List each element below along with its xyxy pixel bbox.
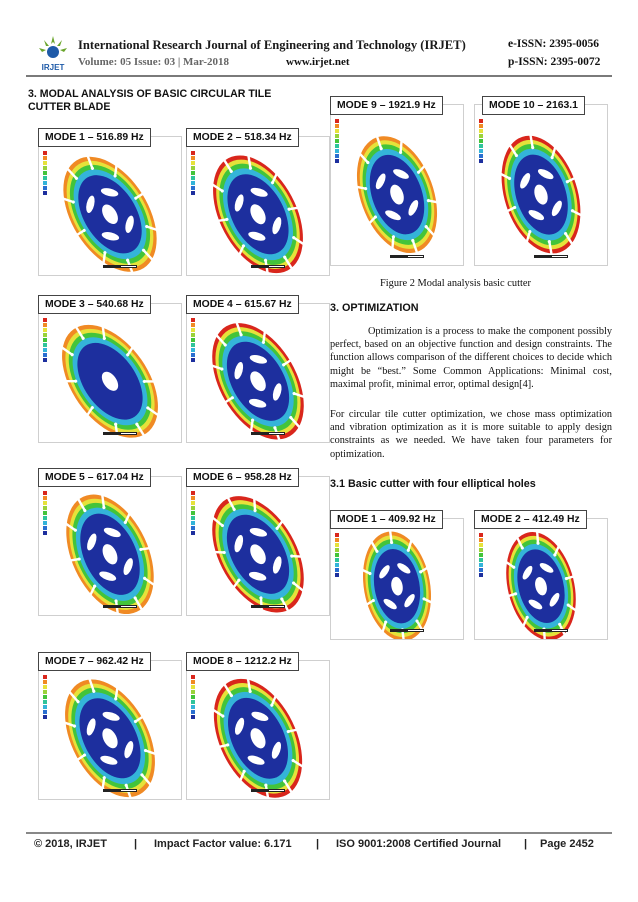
mode-shape-panel (330, 104, 464, 266)
legend-swatch (191, 710, 195, 714)
legend-swatch (335, 129, 339, 133)
legend-swatch (43, 690, 47, 694)
mode-label: MODE 10 – 2163.1 (482, 96, 585, 115)
contour-legend (335, 119, 369, 164)
legend-swatch (191, 496, 195, 500)
subsection-heading: 3.1 Basic cutter with four elliptical holes (330, 478, 536, 490)
legend-swatch (191, 318, 195, 322)
contour-legend (43, 151, 77, 196)
legend-swatch (43, 328, 47, 332)
mode-shape-panel (186, 303, 330, 443)
legend-swatch (43, 526, 47, 530)
legend-swatch (191, 348, 195, 352)
legend-swatch (191, 353, 195, 357)
legend-swatch (335, 159, 339, 163)
legend-swatch (191, 171, 195, 175)
legend-swatch (43, 700, 47, 704)
mode-shape-panel (38, 136, 182, 276)
scale-bar (103, 605, 137, 608)
contour-legend (191, 491, 225, 536)
legend-swatch (335, 573, 339, 577)
legend-swatch (479, 553, 483, 557)
footer-copyright: © 2018, IRJET (34, 838, 107, 850)
legend-swatch (43, 338, 47, 342)
legend-swatch (43, 685, 47, 689)
legend-swatch (479, 139, 483, 143)
contour-legend (479, 533, 513, 578)
optimization-paragraph-2: For circular tile cutter optimization, we chose mass optimization and vibration optimization as it is more suitable to apply design constraints as we needed. We have taken four parameters for optimization. (330, 409, 612, 460)
legend-swatch (191, 161, 195, 165)
website-link[interactable]: www.irjet.net (286, 56, 350, 68)
legend-swatch (43, 501, 47, 505)
e-issn: e-ISSN: 2395-0056 (508, 38, 600, 50)
legend-swatch (335, 568, 339, 572)
legend-swatch (191, 176, 195, 180)
legend-swatch (191, 506, 195, 510)
legend-swatch (479, 548, 483, 552)
footer-separator: | (316, 838, 320, 850)
legend-swatch (335, 558, 339, 562)
irjet-logo (36, 34, 70, 74)
contour-legend (191, 675, 225, 720)
contour-legend (335, 533, 369, 578)
legend-swatch (43, 348, 47, 352)
scale-bar (251, 789, 285, 792)
legend-swatch (191, 680, 195, 684)
footer-separator: | (134, 838, 138, 850)
legend-swatch (335, 154, 339, 158)
volume-issue: Volume: 05 Issue: 03 | Mar-2018 (78, 56, 230, 68)
journal-title: International Research Journal of Engineering and Technology (IRJET) (78, 38, 466, 52)
legend-swatch (479, 129, 483, 133)
footer-impact-factor: Impact Factor value: 6.171 (154, 838, 292, 850)
legend-swatch (43, 675, 47, 679)
legend-swatch (191, 675, 195, 679)
mode-shape-panel (474, 518, 608, 640)
legend-swatch (43, 161, 47, 165)
mode-label: MODE 4 – 615.67 Hz (186, 295, 299, 314)
mode-shape-panel (330, 518, 464, 640)
legend-swatch (43, 176, 47, 180)
optimization-paragraph-1: Optimization is a process to make the component possibly perfect, based on an objective function and design constraints. The function allows comparison of the different choices to decide which might be “best.” Some Common Applications: Minimal cost, maximal profit, minimal error, optimal design[4]. (330, 326, 612, 390)
legend-swatch (191, 531, 195, 535)
mode-label: MODE 7 – 962.42 Hz (38, 652, 151, 671)
legend-swatch (479, 124, 483, 128)
legend-swatch (335, 149, 339, 153)
legend-swatch (335, 533, 339, 537)
legend-swatch (43, 516, 47, 520)
legend-swatch (43, 186, 47, 190)
legend-swatch (191, 511, 195, 515)
legend-swatch (335, 134, 339, 138)
contour-legend (191, 151, 225, 196)
legend-swatch (335, 139, 339, 143)
scale-bar (534, 629, 568, 632)
legend-swatch (191, 685, 195, 689)
mode-shape-panel (38, 660, 182, 800)
contour-legend (479, 119, 513, 164)
scale-bar (103, 265, 137, 268)
legend-swatch (479, 558, 483, 562)
legend-swatch (191, 695, 195, 699)
section-3-heading-line2: CUTTER BLADE (28, 101, 111, 113)
legend-swatch (43, 531, 47, 535)
p-issn: p-ISSN: 2395-0072 (508, 56, 601, 68)
mode-label: MODE 1 – 409.92 Hz (330, 510, 443, 529)
optimization-heading: 3. OPTIMIZATION (330, 302, 419, 314)
legend-swatch (191, 501, 195, 505)
legend-swatch (191, 343, 195, 347)
legend-swatch (43, 715, 47, 719)
legend-swatch (43, 318, 47, 322)
legend-swatch (43, 705, 47, 709)
legend-swatch (191, 521, 195, 525)
mode-shape-panel (186, 476, 330, 616)
legend-swatch (335, 543, 339, 547)
mode-shape-panel (38, 303, 182, 443)
legend-swatch (479, 149, 483, 153)
legend-swatch (191, 156, 195, 160)
legend-swatch (335, 548, 339, 552)
section-3-heading-line1: 3. MODAL ANALYSIS OF BASIC CIRCULAR TILE (28, 88, 272, 100)
legend-swatch (191, 526, 195, 530)
legend-swatch (191, 700, 195, 704)
mode-label: MODE 2 – 518.34 Hz (186, 128, 299, 147)
mode-shape-panel (186, 660, 330, 800)
legend-swatch (191, 323, 195, 327)
mode-label: MODE 9 – 1921.9 Hz (330, 96, 443, 115)
legend-swatch (43, 506, 47, 510)
legend-swatch (191, 690, 195, 694)
legend-swatch (479, 568, 483, 572)
legend-swatch (479, 144, 483, 148)
mode-label: MODE 2 – 412.49 Hz (474, 510, 587, 529)
scale-bar (390, 255, 424, 258)
legend-swatch (43, 156, 47, 160)
legend-swatch (479, 134, 483, 138)
legend-swatch (479, 154, 483, 158)
scale-bar (251, 265, 285, 268)
legend-swatch (479, 563, 483, 567)
legend-swatch (335, 553, 339, 557)
header-rule (26, 75, 612, 77)
footer-page-number: Page 2452 (540, 838, 594, 850)
legend-swatch (43, 521, 47, 525)
legend-swatch (43, 171, 47, 175)
legend-swatch (191, 516, 195, 520)
mode-shape-panel (474, 104, 608, 266)
figure-caption: Figure 2 Modal analysis basic cutter (380, 278, 531, 289)
legend-swatch (43, 323, 47, 327)
legend-swatch (191, 166, 195, 170)
scale-bar (103, 789, 137, 792)
legend-swatch (191, 151, 195, 155)
mode-label: MODE 1 – 516.89 Hz (38, 128, 151, 147)
mode-label: MODE 8 – 1212.2 Hz (186, 652, 299, 671)
scale-bar (390, 629, 424, 632)
legend-swatch (479, 159, 483, 163)
legend-swatch (191, 338, 195, 342)
legend-swatch (43, 333, 47, 337)
footer-rule (26, 832, 612, 834)
legend-swatch (191, 333, 195, 337)
legend-swatch (43, 191, 47, 195)
legend-swatch (191, 186, 195, 190)
footer-separator: | (524, 838, 528, 850)
legend-swatch (191, 328, 195, 332)
legend-swatch (335, 124, 339, 128)
legend-swatch (43, 511, 47, 515)
legend-swatch (43, 343, 47, 347)
mode-label: MODE 6 – 958.28 Hz (186, 468, 299, 487)
legend-swatch (191, 705, 195, 709)
legend-swatch (479, 533, 483, 537)
contour-legend (43, 675, 77, 720)
section-3-heading (28, 88, 312, 114)
mode-label: MODE 3 – 540.68 Hz (38, 295, 151, 314)
legend-swatch (43, 353, 47, 357)
contour-legend (191, 318, 225, 363)
legend-swatch (43, 151, 47, 155)
scale-bar (251, 605, 285, 608)
legend-swatch (191, 491, 195, 495)
scale-bar (103, 432, 137, 435)
legend-swatch (191, 715, 195, 719)
legend-swatch (43, 166, 47, 170)
legend-swatch (43, 695, 47, 699)
legend-swatch (191, 358, 195, 362)
contour-legend (43, 491, 77, 536)
legend-swatch (43, 358, 47, 362)
legend-swatch (335, 119, 339, 123)
legend-swatch (479, 538, 483, 542)
legend-swatch (191, 181, 195, 185)
logo-text: IRJET (41, 63, 65, 72)
legend-swatch (43, 496, 47, 500)
legend-swatch (43, 181, 47, 185)
legend-swatch (43, 491, 47, 495)
legend-swatch (479, 119, 483, 123)
legend-swatch (43, 680, 47, 684)
legend-swatch (335, 563, 339, 567)
legend-swatch (479, 573, 483, 577)
scale-bar (534, 255, 568, 258)
mode-shape-panel (186, 136, 330, 276)
contour-legend (43, 318, 77, 363)
legend-swatch (479, 543, 483, 547)
mode-shape-panel (38, 476, 182, 616)
legend-swatch (335, 144, 339, 148)
scale-bar (251, 432, 285, 435)
legend-swatch (191, 191, 195, 195)
mode-label: MODE 5 – 617.04 Hz (38, 468, 151, 487)
footer-iso: ISO 9001:2008 Certified Journal (336, 838, 502, 850)
legend-swatch (335, 538, 339, 542)
legend-swatch (43, 710, 47, 714)
